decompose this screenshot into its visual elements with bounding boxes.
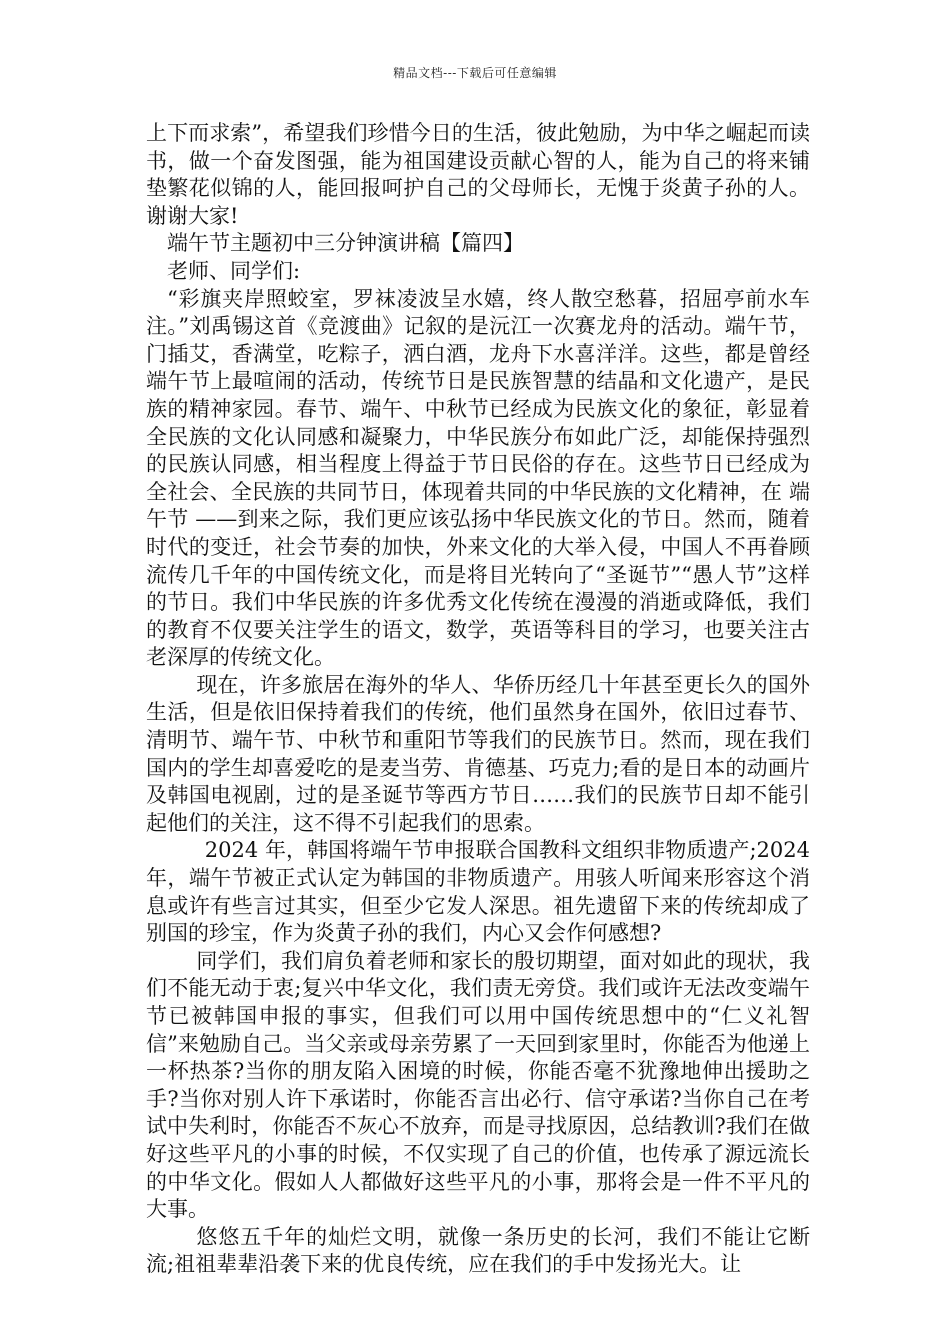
- section-title: 端午节主题初中三分钟演讲稿【篇四】: [167, 231, 524, 256]
- salutation: 老师、同学们:: [167, 258, 301, 283]
- paragraph: 悠悠五千年的灿烂文明，就像一条历史的长河，我们不能让它断流;祖祖辈辈沿袭下来的优良传统，应在我们的手中发扬光大。让: [146, 1224, 810, 1277]
- paragraph-closing: 上下而求索”，希望我们珍惜今日的生活，彼此勉励，为中华之崛起而读书，做一个奋发图强，能为祖国建设贡献心智的人，能为自己的将来铺垫繁花似锦的人，能回报呵护自己的父母师长，无愧于炎黄子孙的人。谢谢大家!: [146, 121, 810, 228]
- page-header: 精品文档---下载后可任意编辑: [393, 66, 557, 80]
- paragraph: “彩旗夹岸照蛟室，罗袜凌波呈水嬉，终人散空愁暮，招屈亭前水车注。”刘禹锡这首《竞渡曲》记叙的是沅江一次赛龙舟的活动。端午节，门插艾，香满堂，吃粽子，洒白酒，龙舟下水喜洋洋。这些，都是曾经端午节上最喧闹的活动，传统节日是民族智慧的结晶和文化遗产，是民族的精神家园。春节、端午、中秋节已经成为民族文化的象征，彰显着全民族的文化认同感和凝聚力，中华民族分布如此广泛，却能保持强烈的民族认同感，相当程度上得益于节日民俗的存在。这些节日已经成为全社会、全民族的共同节日，体现着共同的中华民族的文化精神，在 端午节 ——到来之际，我们更应该弘扬中华民族文化的节日。然而，随着时代的变迁，社会节奏的加快，外来文化的大举入侵，中国人不再眷顾流传几千年的中国传统文化，而是将目光转向了“圣诞节”“愚人节”这样的节日。我们中华民族的许多优秀文化传统在漫漫的消逝或降低，我们的教育不仅要关注学生的语文，数学，英语等科目的学习，也要关注古老深厚的传统文化。: [146, 286, 810, 670]
- document-body: [146, 120, 810, 1279]
- paragraph: 2024 年，韩国将端午节申报联合国教科文组织非物质遗产;2024 年，端午节被正式认定为韩国的非物质遗产。用骇人听闻来形容这个消息或许有些言过其实，但至少它发人深思。祖先遗留下来的传统却成了别国的珍宝，作为炎黄子孙的我们，内心又会作何感想?: [146, 838, 810, 946]
- paragraph: 现在，许多旅居在海外的华人、华侨历经几十年甚至更长久的国外生活，但是依旧保持着我们的传统，他们虽然身在国外，依旧过春节、清明节、端午节、中秋节和重阳节等我们的民族节日。然而，现在我们国内的学生却喜爱吃的是麦当劳、肯德基、巧克力;看的是日本的动画片及韩国电视剧，过的是圣诞节等西方节日……我们的民族节日却不能引起他们的关注，这不得不引起我们的思索。: [146, 672, 810, 835]
- paragraph: 同学们，我们肩负着老师和家长的殷切期望，面对如此的现状，我们不能无动于衷;复兴中华文化，我们责无旁贷。我们或许无法改变端午节已被韩国申报的事实，但我们可以用中国传统思想中的“仁义礼智信”来勉励自己。当父亲或母亲劳累了一天回到家里时，你能否为他递上一杯热茶?当你的朋友陷入困境的时候，你能否毫不犹豫地伸出援助之手?当你对别人许下承诺时，你能否言出必行、信守承诺?当你自己在考试中失利时，你能否不灰心不放弃，而是寻找原因，总结教训?我们在做好这些平凡的小事的时候，不仅实现了自己的价值，也传承了源远流长的中华文化。假如人人都做好这些平凡的小事，那将会是一件不平凡的大事。: [146, 948, 810, 1222]
